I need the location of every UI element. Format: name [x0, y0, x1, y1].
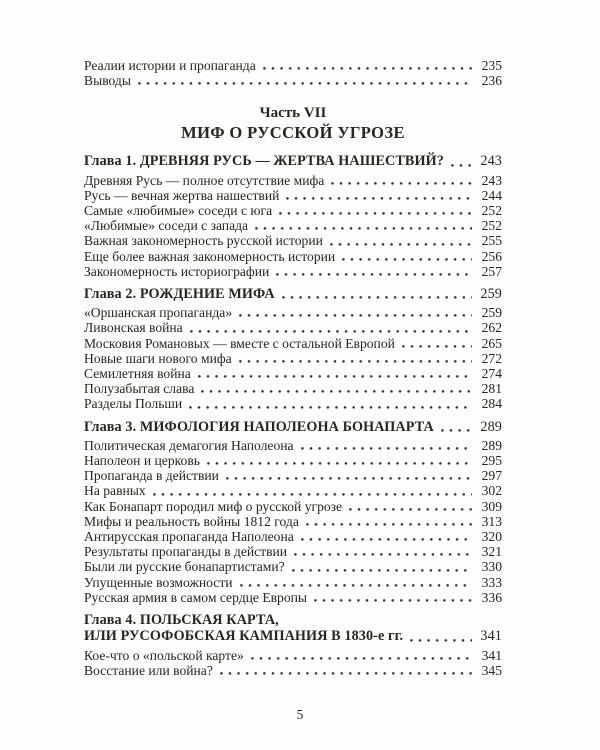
toc-entry [84, 663, 502, 678]
toc-entry [84, 188, 502, 203]
toc-entry-page: 341 [481, 647, 502, 663]
toc-entry-page: 274 [481, 366, 502, 382]
toc-entry-label: Московия Романовых — вместе с остальной Европой [84, 335, 395, 351]
toc-entry-label: Антирусская пропаганда Наполеона [84, 529, 294, 545]
dot-leader [314, 599, 472, 602]
dot-leader [301, 447, 472, 450]
toc-entry-label: Древняя Русь — полное отсутствие мифа [84, 172, 325, 188]
chapter-section-3 [84, 419, 502, 605]
toc-entry-page: 259 [481, 305, 502, 321]
toc-entry-page: 265 [481, 335, 502, 351]
toc-entry-page: 255 [481, 233, 502, 249]
chapter-heading-page: 341 [480, 628, 502, 645]
toc-entry [84, 514, 502, 529]
chapter-heading-block [84, 286, 502, 302]
dot-leader [255, 227, 472, 230]
chapter-heading [84, 628, 502, 644]
toc-entry-label: На равных [84, 483, 146, 499]
dot-leader [279, 212, 472, 215]
toc-entry-label: Результаты пропаганды в действии [84, 544, 288, 560]
chapter-heading-block [84, 419, 502, 435]
toc-entry-page: 257 [481, 263, 502, 279]
chapter-heading-block [84, 612, 502, 644]
toc-entry-label: Упущенные возможности [84, 574, 233, 590]
dot-leader [138, 82, 472, 85]
toc-entry [84, 233, 502, 248]
toc-entry-page: 252 [481, 203, 502, 219]
dot-leader [226, 477, 472, 480]
toc-entry-label: Политическая демагогия Наполеона [84, 437, 294, 453]
toc-entry-label: «Любимые» соседи с запада [84, 218, 249, 234]
toc-entry-label: Еще более важная закономерность истории [84, 248, 336, 264]
dot-leader [294, 553, 472, 556]
toc-entry [84, 468, 502, 483]
toc-entry-label: «Оршанская пропаганда» [84, 305, 233, 321]
toc-entry-label: Закономерность историографии [84, 263, 270, 279]
toc-entry-page: 330 [481, 559, 502, 575]
toc-entry [84, 483, 502, 498]
dot-leader [220, 672, 472, 675]
toc-entry-page: 244 [481, 187, 502, 203]
toc-entry [84, 351, 502, 366]
toc-entry-page: 297 [481, 468, 502, 484]
dot-leader [286, 197, 472, 200]
dot-leader [201, 390, 472, 393]
toc-entry [84, 73, 502, 88]
toc-entry-label: Кое-что о «польской карте» [84, 647, 244, 663]
toc-entry [84, 575, 502, 590]
toc-entry-label: Мифы и реальность войны 1812 года [84, 513, 299, 529]
chapter-heading-label: Глава 3. МИФОЛОГИЯ НАПОЛЕОНА БОНАПАРТА [84, 418, 434, 435]
toc-entry [84, 173, 502, 188]
toc-entry [84, 320, 502, 335]
toc-entry [84, 544, 502, 559]
toc-entry [84, 648, 502, 663]
chapter-section-4 [84, 612, 502, 678]
toc-entry-label: Новые шаги нового мифа [84, 350, 232, 366]
chapter-heading [84, 286, 502, 302]
toc-entry-page: 309 [481, 498, 502, 514]
dot-leader [349, 508, 472, 511]
toc-entry-page: 252 [481, 218, 502, 234]
toc-entry-label: Пропаганда в действии [84, 468, 219, 484]
chapter-heading-block [84, 153, 502, 169]
toc-entry [84, 305, 502, 320]
dot-leader [342, 258, 472, 261]
toc-entry [84, 438, 502, 453]
toc-entry [84, 396, 502, 411]
toc-entry [84, 366, 502, 381]
chapter-heading [84, 153, 502, 169]
toc-entry-page: 336 [481, 589, 502, 605]
toc-entry-page: 284 [481, 396, 502, 412]
toc-entry-label: Выводы [84, 73, 131, 89]
toc-entry-label: Русская армия в самом сердце Европы [84, 589, 308, 605]
chapter-heading-label: Глава 1. ДРЕВНЯЯ РУСЬ — ЖЕРТВА НАШЕСТВИЙ? [84, 153, 444, 170]
toc-entry-page: 281 [481, 381, 502, 397]
chapter-heading-page: 243 [480, 153, 502, 170]
toc-entry [84, 249, 502, 264]
toc-entry [84, 529, 502, 544]
part-number: Часть VII [259, 105, 327, 122]
part-heading [84, 104, 502, 143]
dot-leader [330, 243, 472, 246]
dot-leader [198, 375, 472, 378]
chapter-heading-label: Глава 2. РОЖДЕНИЕ МИФА [84, 286, 275, 303]
toc-entry-page: 235 [481, 58, 502, 73]
dot-leader [402, 345, 472, 348]
part-title: МИФ О РУССКОЙ УГРОЗЕ [181, 123, 405, 143]
toc-entry [84, 381, 502, 396]
toc-entry-page: 333 [481, 574, 502, 590]
chapter-list [84, 153, 502, 678]
dot-leader [240, 584, 472, 587]
chapter-heading-line: Глава 4. ПОЛЬСКАЯ КАРТА, [84, 612, 279, 629]
chapter-heading [84, 419, 502, 435]
toc-entry [84, 58, 502, 73]
dot-leader [251, 657, 472, 660]
chapter-heading-page: 289 [480, 418, 502, 435]
dot-leader [190, 330, 472, 333]
dot-leader [207, 462, 472, 465]
chapter-heading-label: ИЛИ РУСОФОБСКАЯ КАМПАНИЯ В 1830-е гг. [84, 628, 404, 645]
toc-entry [84, 203, 502, 218]
chapter-section-2 [84, 286, 502, 412]
toc-entry [84, 453, 502, 468]
toc-entry-label: Реалии истории и пропаганда [84, 58, 256, 73]
leading-entries [84, 58, 502, 88]
dot-leader [301, 538, 472, 541]
page-number: 5 [296, 707, 304, 722]
toc-entry-label: Семилетняя война [84, 366, 191, 382]
toc-entry-page: 345 [481, 662, 502, 678]
toc-entry-label: Самые «любимые» соседи с юга [84, 203, 273, 219]
toc-entry-page: 320 [481, 529, 502, 545]
toc-entry [84, 499, 502, 514]
dot-leader [239, 360, 472, 363]
dot-leader [189, 406, 472, 409]
toc-entry [84, 264, 502, 279]
dot-leader [153, 493, 472, 496]
toc-entry-page: 236 [481, 73, 502, 89]
toc-entry-label: Важная закономерность русской истории [84, 233, 323, 249]
toc-entry [84, 559, 502, 574]
dot-leader [292, 569, 472, 572]
table-of-contents [84, 58, 502, 678]
toc-entry-label: Как Бонапарт породил миф о русской угрозе [84, 498, 343, 514]
toc-entry-label: Ливонская война [84, 320, 183, 336]
toc-entry [84, 590, 502, 605]
toc-entry-label: Были ли русские бонапартистами? [84, 559, 285, 575]
toc-entry-page: 256 [481, 248, 502, 264]
chapter-heading-page: 259 [480, 286, 502, 303]
toc-entry-page: 295 [481, 453, 502, 469]
toc-entry-page: 302 [481, 483, 502, 499]
chapter-section-1 [84, 153, 502, 279]
dot-leader [410, 639, 472, 642]
dot-leader [263, 67, 472, 70]
toc-entry-label: Восстание или война? [84, 662, 213, 678]
toc-entry-page: 262 [481, 320, 502, 336]
toc-entry [84, 218, 502, 233]
dot-leader [239, 314, 472, 317]
toc-entry-page: 313 [481, 513, 502, 529]
dot-leader [276, 273, 472, 276]
toc-entry [84, 336, 502, 351]
dot-leader [451, 164, 472, 167]
toc-entry-label: Разделы Польши [84, 396, 183, 412]
toc-entry-label: Русь — вечная жертва нашествий [84, 187, 280, 203]
dot-leader [306, 523, 472, 526]
toc-entry-page: 289 [481, 437, 502, 453]
dot-leader [331, 182, 472, 185]
toc-entry-page: 243 [481, 172, 502, 188]
toc-entry-page: 272 [481, 350, 502, 366]
toc-entry-label: Наполеон и церковь [84, 453, 200, 469]
dot-leader [282, 296, 472, 299]
toc-entry-page: 321 [481, 544, 502, 560]
dot-leader [441, 429, 472, 432]
toc-entry-label: Полузабытая слава [84, 381, 195, 397]
